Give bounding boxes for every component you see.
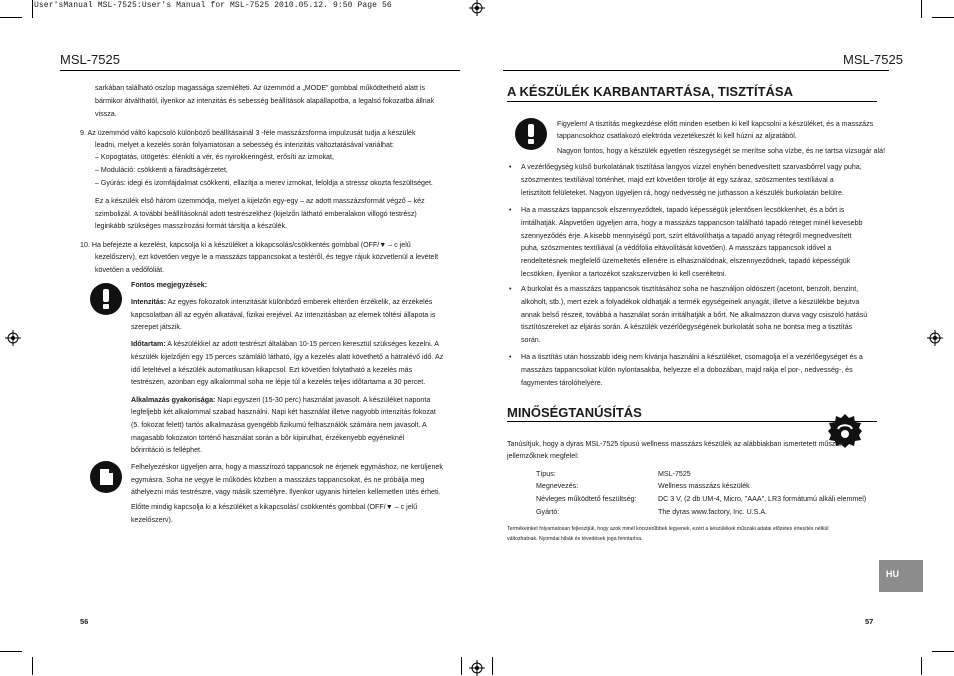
spec-label: Gyártó: bbox=[536, 508, 560, 516]
crop-mark bbox=[0, 651, 22, 652]
bullet-line: irritálhatják. Alapvetően ügyeljen arra, hogy a masszázs tappancson található tapadó réteget minél kevesebb bbox=[521, 218, 863, 227]
note-line bbox=[131, 365, 412, 375]
note-text: magasabb fokozaton történő használat során a bőr kipirulhat, érzékenyebb egyéneknél bbox=[131, 434, 405, 442]
note-text: testrészen, azonban egy alkalommal soha ne lépje túl a kezelés teljes időtartama a 30 percet. bbox=[131, 378, 426, 386]
section-title-quality: MINŐSÉGTANÚSÍTÁS bbox=[507, 405, 642, 420]
body-line: követően a védőfóliát. bbox=[95, 266, 165, 274]
note-line: Felhelyezéskor ügyeljen arra, hogy a masszírozó tappancsok ne érjenek egymáshoz, ne kerüljenek bbox=[131, 463, 443, 471]
crop-mark bbox=[932, 651, 954, 652]
bullet-line: annak belső részeit, továbbá a használat során irritálhatják a bőrt. Ne alkalmazzon durva vagy csiszoló hatású bbox=[521, 310, 868, 319]
body-line: leadni, melyet a kezelés során folyamatosan a sebesség és intenzitás változtatásával variálhat: bbox=[95, 141, 394, 149]
body-line: – Kopogtatás, ütögetés: élénkíti a vér, és nyirokkeringést, erősíti az izmokat, bbox=[95, 153, 334, 161]
spec-label: Névleges működtető feszültség: bbox=[536, 495, 637, 503]
warning-line: Figyelem! A tisztítás megkezdése előtt minden esetben ki kell kapcsolni a készüléket, és a masszázs bbox=[557, 120, 874, 128]
registration-mark-icon bbox=[469, 0, 485, 16]
bullet-line: Ha a masszázs tappancsok elszennyeződtek, tapadó képességük jelentősen lecsökkenhet, és a bőrt is bbox=[521, 206, 845, 214]
body-line: – Gyúrás: idegi és izomfájdalmat csökkenti, ellazítja a merev izmokat, feloldja a stressz okozta feszültséget. bbox=[95, 179, 433, 187]
body-line: 10. Ha befejezte a kezelést, kapcsolja ki a készüléket a kikapcsolás/csökkentés gombbal (OFF/▼ – c jelű bbox=[80, 241, 411, 249]
bullet-line: fagymentes tárolóhelyére. bbox=[521, 378, 603, 387]
note-line bbox=[131, 322, 182, 332]
note-line: Előtte mindig kapcsolja ki a készüléket a kikapcsolás/ csökkentés gombbal (OFF/▼ – c jelű bbox=[131, 503, 418, 511]
note-line bbox=[131, 420, 427, 430]
crop-mark bbox=[492, 657, 493, 675]
note-line: áthelyezni más testrészre, vagy másik személyre. Ilyenkor ugyanis hirtelen kellemetlen ütés érheti. bbox=[131, 488, 441, 496]
bullet-line: alkoholt, stb.), mert ezek a folyadékok oldhatják a termék egységeinek anyagát, illetve a készülékbe bejutva bbox=[521, 297, 860, 306]
bullet-dot-icon: • bbox=[509, 285, 512, 293]
note-line bbox=[131, 395, 430, 405]
note-line: egymásra. Soha ne vegye le működés közben a masszázs tappancsokat, és ne próbálja meg bbox=[131, 476, 425, 484]
bullet-dot-icon: • bbox=[509, 206, 512, 214]
note-text: idő leteltével a készülék automatikusan kikapcsol. Ezt követően folytatható a kezelés más bbox=[131, 366, 413, 374]
bullet-line: szennyeződés érje. A kisebb mennyiségű port, szírt eltávolíthatja a tapadó anyag rétegről megnedvesített bbox=[521, 231, 852, 240]
note-text: Napi egyszeri (15-30 perc) használat javasolt. A készüléket naponta bbox=[215, 396, 431, 404]
note-text: legfeljebb két alkalommal szabad használni. Napi két használat illetve nagyobb intenzitás fokozat bbox=[131, 408, 436, 416]
bullet-dot-icon: • bbox=[509, 163, 512, 171]
body-line: kezelőszerv), ezt követően vegye le a masszázs tappancsokat a testéről, és tegye rájuk közvetlenül a levételt bbox=[95, 253, 439, 261]
note-text: A készülékkel az adott testrészt általában 10-15 percen keresztül szükséges kezelni. A bbox=[165, 340, 439, 348]
footnote-line: Termékeinket folyamatosan fejlesztjük, hogy azok minél korszerűbbek legyenek, ezért a készülékek műszaki adatai előzetes értesítés nélkül bbox=[507, 526, 829, 532]
body-line: Ez a készülék első három üzemmódja, melyet a kijelzőn egy-egy – az adott masszázsformát végző – kéz bbox=[95, 197, 425, 205]
crop-mark bbox=[32, 657, 33, 675]
bullet-line: letisztított felületeket. Nagyon ügyeljen rá, hogy nedvesség ne juthasson a készülék burkolatán belülre. bbox=[521, 188, 844, 197]
note-text: készülék kijelzőjén egy 15 perces számláló látható, így a kezelés alatt követhető a hátralévő idő. Az bbox=[131, 353, 444, 361]
note-text: kapcsolatban áll az egyén alkatával, fizikai erejével. Az intenzitásban az elemek töltési állapota is bbox=[131, 311, 436, 319]
note-line bbox=[131, 352, 443, 362]
section-rule-maintenance bbox=[507, 101, 877, 102]
model-name-left: MSL-7525 bbox=[60, 52, 120, 67]
note-term: Intenzitás: bbox=[131, 298, 167, 306]
language-tab: HU bbox=[879, 560, 923, 592]
spec-label: Megnevezés: bbox=[536, 482, 579, 490]
note-term: Időtartam: bbox=[131, 340, 166, 348]
model-name-right: MSL-7525 bbox=[843, 52, 903, 67]
body-line: 9. Az üzemmód váltó kapcsoló különböző beállításainál 3 -féle masszázsforma impulzusát tudja a készülék bbox=[80, 129, 416, 137]
note-line bbox=[131, 297, 432, 307]
note-line: kezelőszerv). bbox=[131, 516, 173, 524]
body-line: vissza. bbox=[95, 110, 117, 118]
bullet-line: A burkolat és a masszázs tappancsok tisztításához soha ne használjon oldószert (acetont, benzolt, benzint, bbox=[521, 285, 859, 293]
warning-line: Nagyon fontos, hogy a készülék egyetlen részegységét se merítse soha vízbe, és ne tartsa vízsugár alá! bbox=[557, 147, 886, 155]
crop-mark bbox=[921, 0, 922, 18]
body-line: – Moduláció: csökkenti a fáradtságérzetet, bbox=[95, 166, 228, 174]
crop-mark bbox=[32, 0, 33, 18]
bullet-line: masszázs tappancsokat külön nylontasakba, helyezze el a dobozában, majd rakja el por-, nedvesség-, és bbox=[521, 365, 853, 374]
note-line bbox=[131, 433, 404, 443]
section-title-maintenance: A KÉSZÜLÉK KARBANTARTÁSA, TISZTÍTÁSA bbox=[507, 84, 793, 99]
bullet-line: tisztítószereket az eljárás során. A készülék vezérlőegységének burkolatát soha ne bontsa meg a tisztítás bbox=[521, 323, 853, 332]
spec-value: DC 3 V, (2 db UM-4, Micro, "AAA", LR3 formátumú alkáli elemmel) bbox=[658, 495, 867, 503]
exclamation-icon bbox=[90, 283, 122, 315]
body-line: szimbolizál. A további beállításoknál adott testrészekhez (kijelzőn látható emberalakon villogó testrész) bbox=[95, 210, 417, 218]
bullet-line: A vezérlőegység külső burkolatának tisztítása langyos vízzel enyhén benedvesített szarvasbőrrel vagy puha, bbox=[521, 163, 862, 171]
crop-mark bbox=[921, 657, 922, 675]
body-line: bármikor átválthatól, ilyenkor az intenzitás és sebesség beállítások alapállapotba, a legalsó fokozatba állnak bbox=[95, 97, 435, 105]
note-term: Alkalmazás gyakorisága: bbox=[131, 396, 216, 404]
crop-mark bbox=[461, 657, 462, 675]
page-number-left: 56 bbox=[80, 617, 89, 626]
note-line bbox=[131, 407, 436, 417]
spec-value: MSL-7525 bbox=[658, 470, 691, 478]
note-text: (5. fokozat felett) tartós alkalmazása gyengébb fizikumú felhasználók számára nem javasolt. A bbox=[131, 421, 427, 429]
registration-mark-icon bbox=[5, 330, 21, 346]
spec-value: The dyras www.factory, Inc. U.S.A. bbox=[658, 508, 768, 516]
warning-line: tappancsokhoz csatlakozó elektróda vezetékeszét ki kell húzni az aljzatából. bbox=[557, 132, 797, 140]
bullet-line: puha, szöszmentes textíliával (a védőfólia eltávolítását követően). A masszázs tappancsok idővel a bbox=[521, 244, 832, 253]
notes-title: Fontos megjegyzések: bbox=[131, 281, 208, 289]
bullet-line: rendeltetésnek megfelelő üzemeltetés ellenére is elhasználódnak, elszennyeződnek, tapadó képességük bbox=[521, 257, 851, 266]
page-number-right: 57 bbox=[865, 617, 874, 626]
cert-line: Tanúsítjuk, hogy a dyras MSL-7525 típusú wellness masszázs készülék az alábbiakban ismertetett műszaki bbox=[507, 440, 845, 448]
body-line: leginkább szükséges masszírozási formát társítja a készülék. bbox=[95, 222, 288, 230]
note-line bbox=[131, 377, 425, 387]
body-line: sarkában található oszlop magassága szemlélteti. Az üzemmód a „MODE” gombbal működtethető alatt is bbox=[95, 84, 426, 92]
note-text: Az egyes fokozatok intenzitását különböző emberek eltérően érzékelik, az érzékelés bbox=[166, 298, 433, 306]
note-text: bőrirritáció is felléphet. bbox=[131, 446, 202, 454]
note-line bbox=[131, 310, 435, 320]
spec-label: Típus: bbox=[536, 470, 556, 478]
registration-mark-icon bbox=[469, 660, 485, 676]
print-slug: User'sManual MSL-7525:User's Manual for MSL-7525 2010.05.12. 9:50 Page 56 bbox=[34, 1, 392, 10]
bullet-line: szöszmentes textíliával történhet, majd ezt követően törölje át egy száraz, szöszmentes textíliával a bbox=[521, 175, 834, 184]
bullet-line: Ha a tisztítás után hosszabb ideig nem kívánja használni a készüléket, csomagolja el a vezérlőegységet és a bbox=[521, 353, 863, 361]
document-note-icon bbox=[90, 461, 122, 493]
header-rule-left bbox=[60, 70, 460, 71]
bullet-dot-icon: • bbox=[509, 353, 512, 361]
note-line bbox=[131, 445, 202, 455]
footnote-line: változhatnak. Nyomdai hibák és tévedések joga fenntartva. bbox=[507, 536, 643, 542]
bullet-line: lecsökken, ilyenkor a tartozékot szakszervizben ki kell cseréltetni. bbox=[521, 270, 727, 278]
spec-value: Wellness masszázs készülék bbox=[658, 482, 750, 490]
note-line bbox=[131, 339, 439, 349]
crop-mark bbox=[0, 17, 22, 18]
exclamation-icon bbox=[515, 118, 547, 150]
cert-line: jellemzőknek megfelel: bbox=[507, 452, 579, 460]
header-rule-right bbox=[503, 70, 889, 71]
registration-mark-icon bbox=[927, 330, 943, 346]
bullet-line: során. bbox=[521, 336, 541, 345]
note-text: szerepet játszik. bbox=[131, 323, 182, 331]
crop-mark bbox=[932, 17, 954, 18]
section-rule-quality bbox=[507, 421, 877, 422]
